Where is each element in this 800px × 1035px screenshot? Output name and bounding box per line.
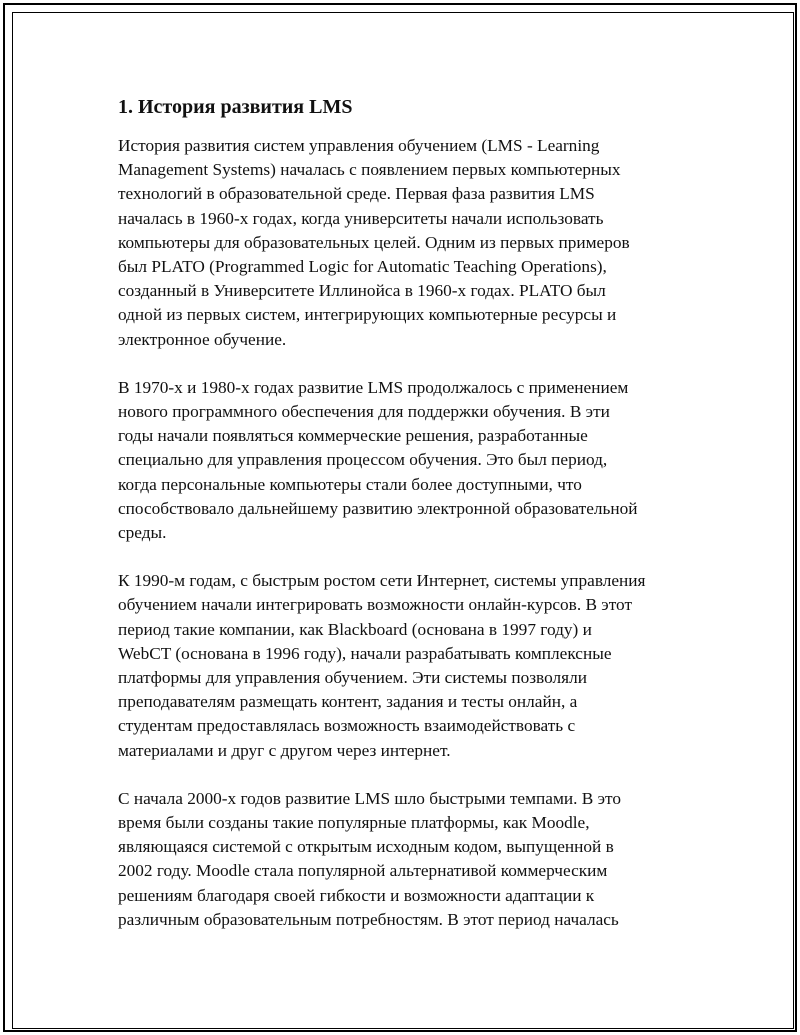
text-line: когда персональные компьютеры стали более доступными, что (118, 474, 582, 494)
text-line: WebCT (основана в 1996 году), начали разрабатывать комплексные (118, 643, 612, 663)
section-heading: 1. История развития LMS (118, 96, 353, 118)
text-line: студентам предоставлялась возможность взаимодействовать с (118, 716, 576, 736)
paragraph-2 (118, 376, 693, 545)
text-line: созданный в Университете Иллинойса в 1960-х годах. PLATO был (118, 281, 606, 301)
text-line: технологий в образовательной среде. Первая фаза развития LMS (118, 184, 595, 204)
text-line: специально для управления процессом обучения. Это был период, (118, 450, 608, 470)
text-line: С начала 2000-х годов развитие LMS шло быстрыми темпами. В это (118, 788, 621, 808)
text-line: годы начали появляться коммерческие решения, разработанные (118, 426, 588, 446)
text-line: Management Systems) началась с появлением первых компьютерных (118, 160, 621, 180)
text-line: компьютеры для образовательных целей. Одним из первых примеров (118, 232, 630, 252)
text-line: решениям благодаря своей гибкости и возможности адаптации к (118, 885, 595, 905)
text-line: был PLATO (Programmed Logic for Automatic Teaching Operations), (118, 257, 607, 277)
paragraph-4 (118, 787, 693, 932)
text-line: началась в 1960-х годах, когда университеты начали использовать (118, 208, 604, 228)
text-line: материалами и друг с другом через интернет. (118, 740, 451, 760)
text-line: являющаяся системой с открытым исходным кодом, выпущенной в (118, 837, 614, 857)
text-line: История развития систем управления обучением (LMS - Learning (118, 136, 600, 155)
text-line: 2002 году. Moodle стала популярной альтернативой коммерческим (118, 861, 608, 881)
text-line: обучением начали интегрировать возможности онлайн-курсов. В этот (118, 595, 633, 615)
text-line: электронное обучение. (118, 329, 287, 349)
text-line: нового программного обеспечения для поддержки обучения. В эти (118, 402, 610, 422)
text-line: К 1990-м годам, с быстрым ростом сети Интернет, системы управления (118, 571, 646, 591)
text-line: время были созданы такие популярные платформы, как Moodle, (118, 813, 590, 833)
text-line: преподавателям размещать контент, задания и тесты онлайн, а (118, 692, 578, 712)
document-page (118, 94, 693, 956)
text-line: период такие компании, как Blackboard (основана в 1997 году) и (118, 619, 592, 639)
text-line: платформы для управления обучением. Эти системы позволяли (118, 668, 587, 688)
text-line: В 1970-х и 1980-х годах развитие LMS продолжалось с применением (118, 377, 629, 397)
text-line: среды. (118, 523, 167, 543)
text-line: различным образовательным потребностям. В этот период началась (118, 909, 619, 929)
paragraph-3 (118, 569, 693, 763)
paragraph-1 (118, 134, 693, 352)
text-line: способствовало дальнейшему развитию электронной образовательной (118, 498, 638, 518)
text-line: одной из первых систем, интегрирующих компьютерные ресурсы и (118, 305, 617, 325)
